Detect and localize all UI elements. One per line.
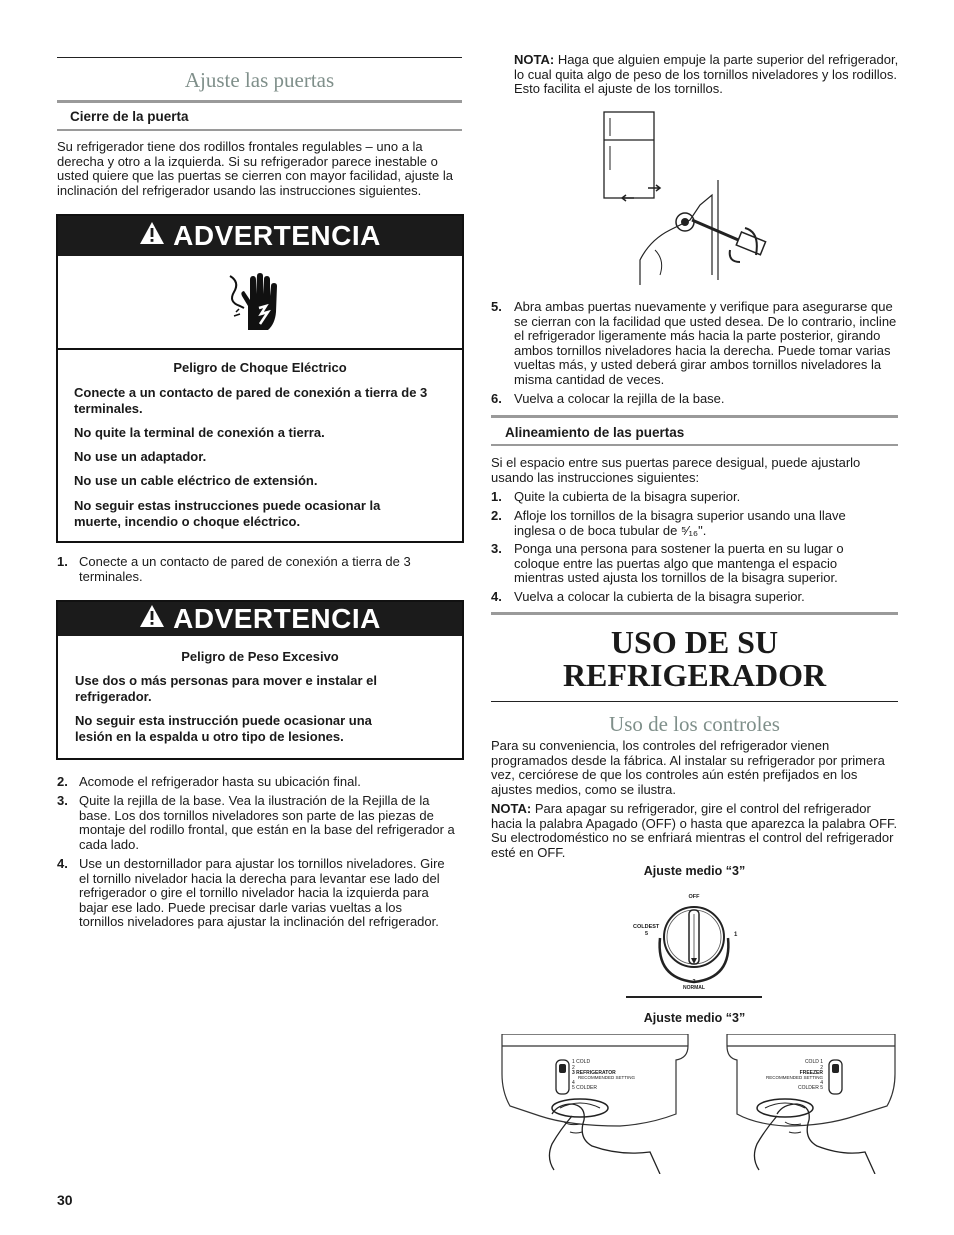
panel-label: 3 REFRIGERATOR xyxy=(572,1070,616,1076)
slider-caption: Ajuste medio “3” xyxy=(643,1011,746,1025)
panel-label: 2 xyxy=(572,1065,575,1071)
warning-box-weight xyxy=(56,600,464,760)
controls-title: Uso de los controles xyxy=(609,712,780,736)
warning-title: ADVERTENCIA xyxy=(173,603,381,634)
dial-label-off: OFF xyxy=(688,894,700,900)
warning-line: No seguir esta instrucción puede ocasionar una lesión en la espalda u otro tipo de lesiones. xyxy=(75,713,372,744)
dial-label-5: 5 xyxy=(645,931,649,937)
warning-line: Use dos o más personas para mover e instalar el refrigerador. xyxy=(75,673,378,704)
warning-line: Conecte a un contacto de pared de conexión a tierra de 3 terminales. xyxy=(74,385,428,416)
note2-paragraph: NOTA: Para apagar su refrigerador, gire el control del refrigerador hacia la palabra Apagado (OFF) o hasta que aparezca la palabra OFF. Su electrodoméstico no se enfriará mientras el control del refrigerador esté en OFF. xyxy=(491,801,898,860)
warning-banner xyxy=(58,602,462,636)
subsection-divider xyxy=(491,415,898,418)
refrigerator-dial xyxy=(626,890,762,1000)
leveling-screw-illustration xyxy=(600,110,780,295)
panel-label: COLD 1 xyxy=(804,1059,823,1065)
chapter-divider xyxy=(491,612,898,615)
panel-label: 5 COLDER xyxy=(572,1085,598,1091)
panel-label: RECOMMENDED SETTING xyxy=(578,1075,636,1080)
warning-line: No quite la terminal de conexión a tierra. xyxy=(74,425,325,440)
panel-label: 2 xyxy=(820,1065,823,1071)
warning-triangle-icon xyxy=(139,220,165,252)
chapter-rule xyxy=(491,701,898,702)
panel-label: 1 COLD xyxy=(572,1059,591,1065)
subsection-divider xyxy=(57,129,462,131)
electric-shock-hand-icon xyxy=(226,272,286,337)
shock-hazard-area xyxy=(58,256,462,350)
subsection-title: Alineamiento de las puertas xyxy=(505,425,685,440)
dial-label-coldest: COLDEST xyxy=(633,924,660,930)
dial-label-1: 1 xyxy=(734,932,738,938)
dial-label-3: 3 xyxy=(692,979,696,985)
warning-triangle-icon xyxy=(139,603,165,635)
warning-title: ADVERTENCIA xyxy=(173,220,381,251)
warning-banner xyxy=(58,216,462,256)
controls-intro: Para su conveniencia, los controles del refrigerador vienen programados desde la fábrica. Al instalar su refrigerador por primera vez, cerciórese de que los controles aún estén prefijados en los ajustes medios, como se ilustra. xyxy=(491,738,885,797)
panel-label: 4 xyxy=(572,1080,575,1086)
panel-label: RECOMMENDED SETTING xyxy=(765,1075,823,1080)
warning-heading: Peligro de Choque Eléctrico xyxy=(173,360,347,375)
chapter-title: USO DE SU REFRIGERADOR xyxy=(562,624,827,693)
warning-line: No use un cable eléctrico de extensión. xyxy=(74,473,318,488)
section-divider xyxy=(57,100,462,103)
page-number: 30 xyxy=(57,1192,73,1208)
warning-line: No seguir estas instrucciones puede ocasionar la muerte, incendio o choque eléctrico. xyxy=(74,498,381,529)
section-title: Ajuste las puertas xyxy=(184,68,335,92)
warning-line: No use un adaptador. xyxy=(74,449,207,464)
top-rule xyxy=(57,57,462,58)
dial-label-normal: NORMAL xyxy=(683,985,705,991)
note-paragraph: NOTA: Haga que alguien empuje la parte superior del refrigerador, lo cual quita algo de peso de los tornillos niveladores y los rodillos. Esto facilita el ajuste de los tornillos. xyxy=(514,52,899,97)
dial-caption: Ajuste medio “3” xyxy=(643,864,746,878)
subsection-divider xyxy=(491,444,898,446)
panel-label: COLDER 5 xyxy=(797,1085,823,1091)
panel-label: 4 xyxy=(820,1080,823,1086)
subsection-title: Cierre de la puerta xyxy=(70,109,189,124)
panel-label: FREEZER xyxy=(799,1070,823,1076)
warning-box-electric xyxy=(56,214,464,543)
refrigerator-control-panel xyxy=(500,1034,690,1174)
intro-paragraph: Su refrigerador tiene dos rodillos frontales regulables – uno a la derecha y otro a la izquierda. Si su refrigerador parece inestable o usted quiere que las puertas se cierren con mayor facilidad, ajuste la inclinación del refrigerador usando las instrucciones siguientes. xyxy=(57,139,453,198)
align-intro: Si el espacio entre sus puertas parece desigual, puede ajustarlo usando las instrucciones siguientes: xyxy=(491,455,861,485)
warning-heading: Peligro de Peso Excesivo xyxy=(181,649,339,664)
freezer-control-panel xyxy=(725,1034,897,1174)
